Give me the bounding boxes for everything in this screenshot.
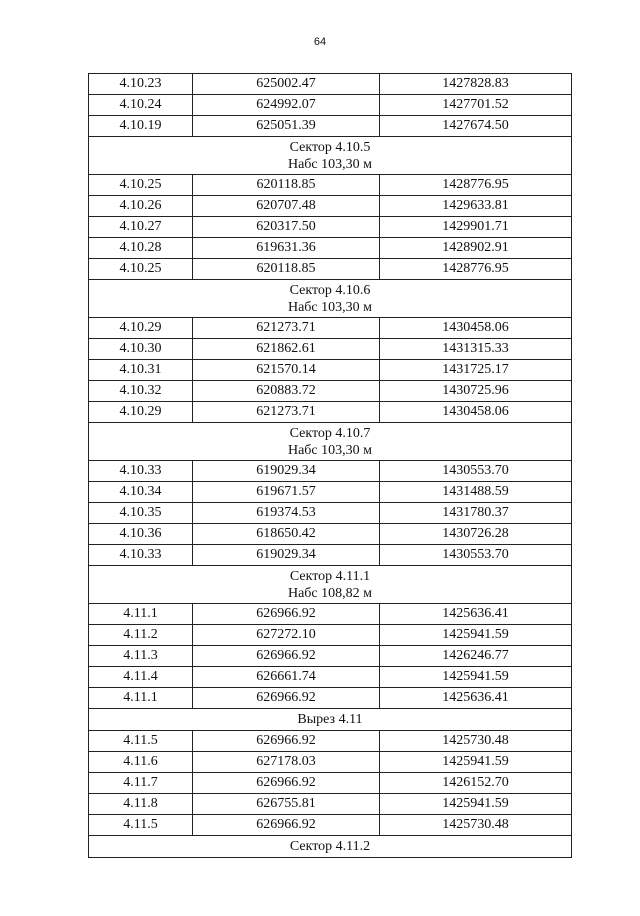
table-row [89,794,572,815]
y-coordinate-cell: 1425941.59 [380,667,572,688]
y-coordinate-cell: 1425730.48 [380,731,572,752]
table-row [89,646,572,667]
y-coordinate-cell: 1428776.95 [380,175,572,196]
section-title: Вырез 4.11 [297,712,363,727]
section-header-row [89,423,572,461]
table-row [89,402,572,423]
section-header-cell [89,280,572,318]
table-row [89,217,572,238]
point-id-cell: 4.11.3 [89,646,193,667]
table-row [89,381,572,402]
point-id-cell: 4.10.29 [89,402,193,423]
table-row [89,482,572,503]
table-row [89,74,572,95]
section-header-row [89,280,572,318]
y-coordinate-cell: 1427701.52 [380,95,572,116]
x-coordinate-cell: 620118.85 [193,175,380,196]
y-coordinate-cell: 1426246.77 [380,646,572,667]
table-row [89,318,572,339]
table-row [89,339,572,360]
x-coordinate-cell: 624992.07 [193,95,380,116]
table-row [89,688,572,709]
section-header-row [89,566,572,604]
table-row [89,815,572,836]
table-row [89,731,572,752]
x-coordinate-cell: 620707.48 [193,196,380,217]
table-row [89,625,572,646]
y-coordinate-cell: 1427828.83 [380,74,572,95]
x-coordinate-cell: 625051.39 [193,116,380,137]
x-coordinate-cell: 626966.92 [193,773,380,794]
coordinates-table [88,73,572,858]
point-id-cell: 4.10.34 [89,482,193,503]
x-coordinate-cell: 621570.14 [193,360,380,381]
x-coordinate-cell: 627178.03 [193,752,380,773]
y-coordinate-cell: 1430725.96 [380,381,572,402]
x-coordinate-cell: 619631.36 [193,238,380,259]
x-coordinate-cell: 619671.57 [193,482,380,503]
y-coordinate-cell: 1430458.06 [380,402,572,423]
x-coordinate-cell: 621862.61 [193,339,380,360]
section-title: Сектор 4.10.7 [289,426,371,441]
coordinates-table-body [89,74,572,858]
table-row [89,175,572,196]
point-id-cell: 4.10.23 [89,74,193,95]
x-coordinate-cell: 620118.85 [193,259,380,280]
x-coordinate-cell: 620883.72 [193,381,380,402]
table-row [89,116,572,137]
table-row [89,238,572,259]
table-row [89,259,572,280]
y-coordinate-cell: 1431488.59 [380,482,572,503]
point-id-cell: 4.10.26 [89,196,193,217]
section-header-cell [89,836,572,858]
point-id-cell: 4.11.6 [89,752,193,773]
point-id-cell: 4.11.5 [89,815,193,836]
point-id-cell: 4.11.4 [89,667,193,688]
section-header-cell [89,709,572,731]
point-id-cell: 4.11.7 [89,773,193,794]
section-header-cell [89,137,572,175]
point-id-cell: 4.11.2 [89,625,193,646]
y-coordinate-cell: 1425941.59 [380,625,572,646]
x-coordinate-cell: 619374.53 [193,503,380,524]
x-coordinate-cell: 625002.47 [193,74,380,95]
y-coordinate-cell: 1430553.70 [380,461,572,482]
point-id-cell: 4.11.8 [89,794,193,815]
point-id-cell: 4.10.29 [89,318,193,339]
table-row [89,461,572,482]
point-id-cell: 4.10.35 [89,503,193,524]
y-coordinate-cell: 1430553.70 [380,545,572,566]
section-header-row [89,137,572,175]
x-coordinate-cell: 620317.50 [193,217,380,238]
section-subtitle: Набс 103,30 м [287,300,373,315]
y-coordinate-cell: 1428776.95 [380,259,572,280]
point-id-cell: 4.10.31 [89,360,193,381]
x-coordinate-cell: 621273.71 [193,318,380,339]
table-row [89,95,572,116]
point-id-cell: 4.10.24 [89,95,193,116]
y-coordinate-cell: 1426152.70 [380,773,572,794]
y-coordinate-cell: 1430458.06 [380,318,572,339]
point-id-cell: 4.10.28 [89,238,193,259]
section-subtitle: Набс 103,30 м [287,443,373,458]
point-id-cell: 4.10.32 [89,381,193,402]
section-subtitle: Набс 103,30 м [287,157,373,172]
section-header-cell [89,423,572,461]
y-coordinate-cell: 1427674.50 [380,116,572,137]
table-row [89,196,572,217]
x-coordinate-cell: 627272.10 [193,625,380,646]
y-coordinate-cell: 1425636.41 [380,688,572,709]
point-id-cell: 4.10.19 [89,116,193,137]
x-coordinate-cell: 619029.34 [193,545,380,566]
page-number: 64 [313,36,327,48]
table-row [89,524,572,545]
table-row [89,604,572,625]
table-row [89,773,572,794]
x-coordinate-cell: 626966.92 [193,815,380,836]
point-id-cell: 4.11.1 [89,688,193,709]
table-row [89,752,572,773]
point-id-cell: 4.10.36 [89,524,193,545]
y-coordinate-cell: 1425941.59 [380,794,572,815]
point-id-cell: 4.10.27 [89,217,193,238]
table-row [89,545,572,566]
point-id-cell: 4.10.33 [89,461,193,482]
y-coordinate-cell: 1431725.17 [380,360,572,381]
table-row [89,360,572,381]
y-coordinate-cell: 1431315.33 [380,339,572,360]
y-coordinate-cell: 1425636.41 [380,604,572,625]
x-coordinate-cell: 621273.71 [193,402,380,423]
table-row [89,667,572,688]
y-coordinate-cell: 1429633.81 [380,196,572,217]
section-header-row [89,709,572,731]
y-coordinate-cell: 1430726.28 [380,524,572,545]
x-coordinate-cell: 626966.92 [193,604,380,625]
section-subtitle: Набс 108,82 м [287,586,373,601]
section-title: Сектор 4.11.2 [289,839,371,854]
point-id-cell: 4.11.1 [89,604,193,625]
y-coordinate-cell: 1425730.48 [380,815,572,836]
point-id-cell: 4.11.5 [89,731,193,752]
section-title: Сектор 4.10.5 [289,140,371,155]
x-coordinate-cell: 626661.74 [193,667,380,688]
point-id-cell: 4.10.25 [89,259,193,280]
table-row [89,503,572,524]
x-coordinate-cell: 626755.81 [193,794,380,815]
x-coordinate-cell: 626966.92 [193,731,380,752]
point-id-cell: 4.10.33 [89,545,193,566]
section-header-row [89,836,572,858]
section-title: Сектор 4.10.6 [289,283,371,298]
y-coordinate-cell: 1431780.37 [380,503,572,524]
point-id-cell: 4.10.25 [89,175,193,196]
x-coordinate-cell: 619029.34 [193,461,380,482]
x-coordinate-cell: 626966.92 [193,688,380,709]
x-coordinate-cell: 626966.92 [193,646,380,667]
point-id-cell: 4.10.30 [89,339,193,360]
y-coordinate-cell: 1429901.71 [380,217,572,238]
x-coordinate-cell: 618650.42 [193,524,380,545]
y-coordinate-cell: 1425941.59 [380,752,572,773]
section-header-cell [89,566,572,604]
y-coordinate-cell: 1428902.91 [380,238,572,259]
section-title: Сектор 4.11.1 [289,569,371,584]
